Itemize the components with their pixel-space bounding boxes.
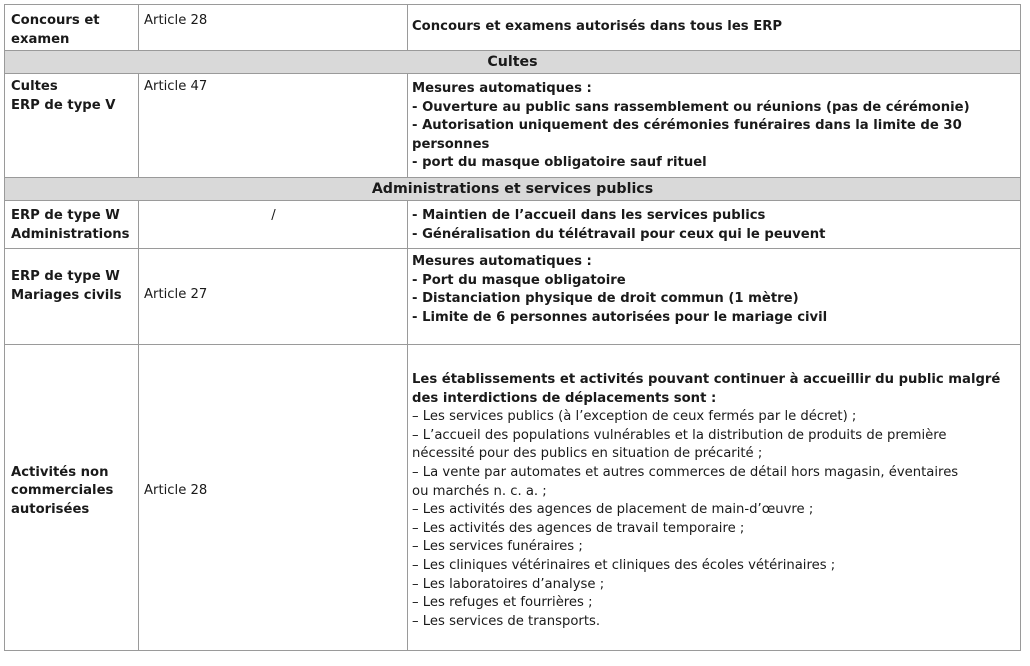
list-item: – La vente par automates et autres commerces de détail hors magasin, éventaires	[412, 464, 959, 480]
row-label-line: examen	[11, 31, 70, 47]
measure-line: Mesures automatiques :	[412, 81, 592, 96]
row-label-line: Administrations	[11, 226, 130, 242]
row-label-cell	[5, 345, 139, 651]
row-label-cell	[5, 201, 139, 249]
row-label-cell	[5, 74, 139, 178]
list-item: – Les refuges et fourrières ;	[412, 595, 593, 611]
article-cell	[139, 201, 408, 249]
row-label-cell	[5, 249, 139, 345]
article-ref: /	[271, 208, 276, 223]
list-item: – Les services de transports.	[412, 613, 601, 629]
document-page	[4, 4, 1020, 651]
list-item: ou marchés n. c. a. ;	[412, 483, 547, 499]
list-item: – Les services funéraires ;	[412, 539, 583, 555]
row-label-line: ERP de type W	[11, 208, 120, 223]
measure-line: Mesures automatiques :	[412, 254, 592, 269]
list-item: nécessité pour des publics en situation de précarité ;	[412, 446, 763, 462]
list-item: – Les activités des agences de placement de main-d’œuvre ;	[412, 502, 814, 518]
row-label-line: autorisées	[11, 501, 90, 517]
measures-cell	[408, 5, 1021, 51]
article-ref: Article 28	[144, 13, 208, 28]
measure-line: - port du masque obligatoire sauf rituel	[412, 155, 707, 171]
measures-cell	[408, 345, 1021, 651]
list-item: – Les services publics (à l’exception de ceux fermés par le décret) ;	[412, 409, 857, 425]
table-row-mariages	[5, 249, 1021, 345]
measures-cell	[408, 201, 1021, 249]
measure-line: - Maintien de l’accueil dans les services publics	[412, 208, 766, 223]
row-label-line: ERP de type W	[11, 268, 120, 284]
measures-table	[4, 4, 1021, 651]
row-label-line: Concours et	[11, 13, 100, 28]
list-item: – Les cliniques vétérinaires et cliniques des écoles vétérinaires ;	[412, 557, 836, 573]
section-header-row	[5, 178, 1021, 201]
measure-line: - Distanciation physique de droit commun (1 mètre)	[412, 291, 799, 307]
section-header-row	[5, 51, 1021, 74]
measure-line: - Ouverture au public sans rassemblement ou réunions (pas de cérémonie)	[412, 99, 970, 115]
intro-line: Les établissements et activités pouvant continuer à accueillir du public malgré	[412, 372, 1001, 387]
row-label-line: Cultes	[11, 79, 58, 94]
table-row-cultes	[5, 74, 1021, 178]
list-item: – L’accueil des populations vulnérables et la distribution de produits de première	[412, 427, 947, 443]
measure-line: - Limite de 6 personnes autorisées pour le mariage civil	[412, 309, 828, 325]
table-row-administrations	[5, 201, 1021, 249]
list-item: – Les laboratoires d’analyse ;	[412, 576, 605, 592]
measure-line: personnes	[412, 136, 490, 152]
measure-text: Concours et examens autorisés dans tous les ERP	[412, 19, 783, 34]
article-ref: Article 28	[144, 483, 208, 499]
article-cell	[139, 345, 408, 651]
section-title: Cultes	[5, 51, 1021, 74]
list-item: – Les activités des agences de travail temporaire ;	[412, 520, 745, 536]
measures-cell	[408, 74, 1021, 178]
article-ref: Article 47	[144, 79, 208, 94]
article-cell	[139, 5, 408, 51]
measures-cell	[408, 249, 1021, 345]
row-label-cell	[5, 5, 139, 51]
table-row-concours	[5, 5, 1021, 51]
row-label-line: Activités non	[11, 464, 109, 480]
section-title: Administrations et services publics	[5, 178, 1021, 201]
measure-line: - Autorisation uniquement des cérémonies funéraires dans la limite de 30	[412, 118, 962, 134]
intro-line: des interdictions de déplacements sont :	[412, 390, 717, 406]
article-cell	[139, 249, 408, 345]
table-row-activites	[5, 345, 1021, 651]
article-cell	[139, 74, 408, 178]
row-label-line: ERP de type V	[11, 97, 116, 113]
row-label-line: Mariages civils	[11, 287, 122, 303]
measure-line: - Généralisation du télétravail pour ceux qui le peuvent	[412, 226, 826, 242]
row-label-line: commerciales	[11, 483, 114, 499]
measure-line: - Port du masque obligatoire	[412, 272, 626, 288]
article-ref: Article 27	[144, 287, 208, 303]
